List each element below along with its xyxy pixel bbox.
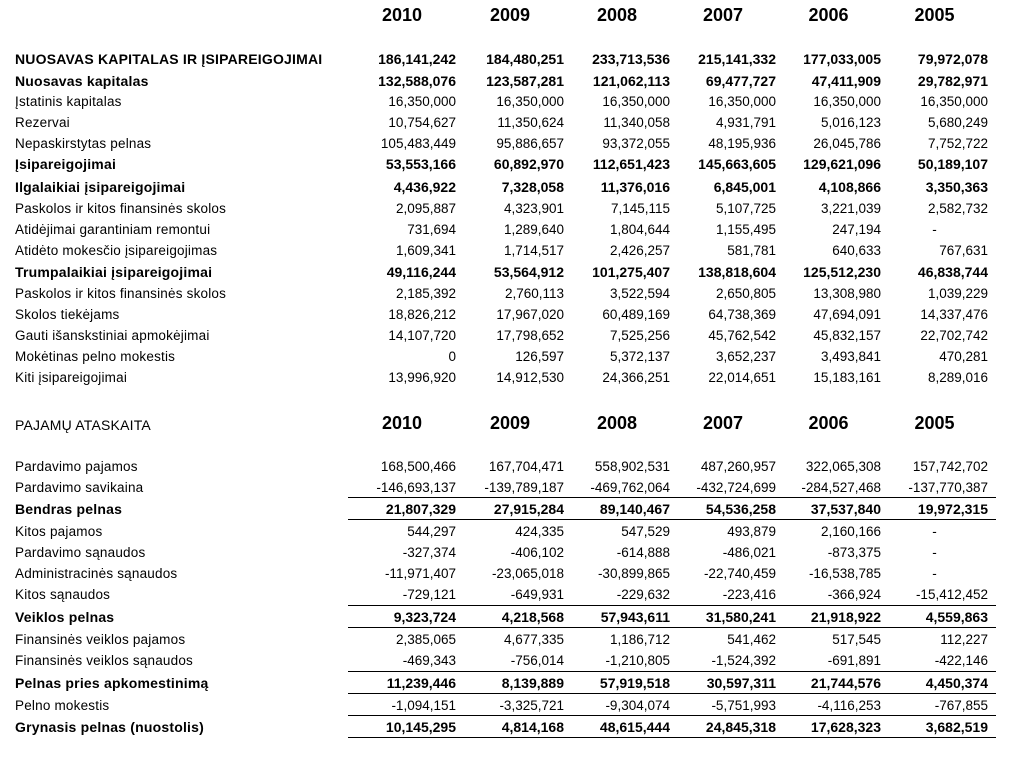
value-cell: 21,744,576 [810,675,881,691]
value-cell: 487,260,957 [700,459,776,474]
value-cell: 16,350,000 [388,94,456,109]
value-cell: 2,095,887 [395,201,456,216]
value-cell: - [932,524,937,539]
value-cell: 64,738,369 [708,307,776,322]
value-cell: 129,621,096 [803,156,881,172]
value-cell: -406,102 [510,545,564,560]
value-cell: 167,704,471 [488,459,564,474]
value-cell: -30,899,865 [597,566,670,581]
value-cell: 27,915,284 [493,501,564,517]
value-cell: -22,740,459 [703,566,776,581]
value-cell: 7,145,115 [610,201,670,216]
row-label: Finansinės veiklos sąnaudos [15,653,193,668]
row-label: Skolos tiekėjams [15,307,120,322]
table-row [0,304,1033,325]
row-label: Kitos sąnaudos [15,587,111,602]
row-label: Finansinės veiklos pajamos [15,632,186,647]
table-row [0,542,1033,563]
table-row [0,283,1033,304]
value-cell: 7,328,058 [501,179,564,195]
row-label: Įstatinis kapitalas [15,94,122,109]
row-label: Gauti išanskstiniai apmokėjimai [15,328,210,343]
value-cell: - [932,545,937,560]
value-cell: 247,194 [832,222,881,237]
value-cell: 21,807,329 [385,501,456,517]
value-cell: 112,227 [940,632,988,647]
subtotal-rule [348,519,996,520]
value-cell: 79,972,078 [917,51,988,67]
value-cell: 517,545 [832,632,881,647]
value-cell: 731,694 [407,222,456,237]
value-cell: 93,372,055 [602,136,670,151]
value-cell: -767,855 [934,698,988,713]
value-cell: 177,033,005 [803,51,881,67]
row-label: Nuosavas kapitalas [15,73,149,89]
value-cell: 17,967,020 [496,307,564,322]
row-label: Kiti įsipareigojimai [15,370,128,385]
value-cell: 186,141,242 [378,51,456,67]
value-cell: 14,337,476 [920,307,988,322]
value-cell: 4,450,374 [925,675,988,691]
row-label: Kitos pajamos [15,524,103,539]
value-cell: 0 [448,349,456,364]
value-cell: 60,892,970 [493,156,564,172]
value-cell: 544,297 [407,524,456,539]
value-cell: - [932,566,937,581]
table-row [0,499,1033,520]
value-cell: 123,587,281 [486,73,564,89]
table-row [0,521,1033,542]
value-cell: 547,529 [621,524,670,539]
value-cell: 105,483,449 [380,136,456,151]
table-row [0,219,1033,240]
value-cell: 215,141,332 [698,51,776,67]
value-cell: -422,146 [934,653,988,668]
value-cell: 17,628,323 [810,719,881,735]
value-cell: 48,615,444 [599,719,670,735]
row-label: Pardavimo pajamos [15,459,138,474]
value-cell: 2,760,113 [504,286,564,301]
table-row [0,584,1033,605]
income-section-title: PAJAMŲ ATASKAITA [15,417,151,433]
value-cell: 14,107,720 [388,328,456,343]
subtotal-rule [348,605,996,606]
value-cell: 18,826,212 [388,307,456,322]
year-header-cell: 2005 [914,5,955,25]
value-cell: 168,500,466 [380,459,456,474]
value-cell: 54,536,258 [705,501,776,517]
value-cell: 19,972,315 [917,501,988,517]
year-header-cell: 2010 [381,413,423,433]
value-cell: -139,789,187 [484,480,564,495]
value-cell: -5,751,993 [711,698,776,713]
value-cell: 26,045,786 [813,136,881,151]
value-cell: 424,335 [515,524,564,539]
value-cell: -11,971,407 [384,566,456,581]
value-cell: 1,289,640 [503,222,564,237]
table-row [0,91,1033,112]
value-cell: -229,632 [616,587,670,602]
value-cell: 53,553,166 [385,156,456,172]
value-cell: 2,426,257 [609,243,670,258]
value-cell: 6,845,001 [713,179,776,195]
value-cell: 16,350,000 [708,94,776,109]
value-cell: -432,724,699 [696,480,776,495]
value-cell: 4,108,866 [818,179,881,195]
row-label: Pelno mokestis [15,698,110,713]
value-cell: 4,814,168 [501,719,564,735]
value-cell: -873,375 [827,545,881,560]
value-cell: 11,350,624 [497,115,564,130]
value-cell: -327,374 [402,545,456,560]
value-cell: 7,752,722 [927,136,988,151]
value-cell: 47,694,091 [813,307,881,322]
year-header-cell: 2008 [596,413,638,433]
year-header-cell: 2007 [702,413,744,433]
table-row [0,112,1033,133]
value-cell: 2,160,166 [820,524,881,539]
value-cell: 22,702,742 [920,328,988,343]
row-label: Paskolos ir kitos finansinės skolos [15,286,227,301]
table-row [0,563,1033,584]
value-cell: -9,304,074 [605,698,670,713]
value-cell: 37,537,840 [810,501,881,517]
value-cell: 126,597 [515,349,564,364]
value-cell: 2,185,392 [395,286,456,301]
row-label: Pardavimo sąnaudos [15,545,146,560]
value-cell: -366,924 [827,587,881,602]
year-header-cell: 2006 [808,5,849,25]
value-cell: 53,564,912 [493,264,564,280]
value-cell: 95,886,657 [496,136,564,151]
value-cell: 493,879 [727,524,776,539]
value-cell: 1,155,495 [715,222,776,237]
balance-year-header [0,2,1033,28]
value-cell: -1,524,392 [711,653,776,668]
value-cell: 1,186,712 [609,632,670,647]
value-cell: 30,597,311 [706,675,776,691]
value-cell: 46,838,744 [917,264,988,280]
table-row [0,177,1033,198]
year-header-cell: 2006 [808,413,849,433]
row-label: Atidėto mokesčio įsipareigojimas [15,243,218,258]
subtotal-rule [348,671,996,672]
row-label: Pardavimo savikaina [15,480,144,495]
value-cell: 4,931,791 [715,115,776,130]
year-header-cell: 2005 [914,413,955,433]
value-cell: -137,770,387 [908,480,988,495]
value-cell: 157,742,702 [912,459,988,474]
value-cell: -756,014 [510,653,564,668]
value-cell: 4,323,901 [503,201,564,216]
subtotal-rule [348,693,996,694]
value-cell: 47,411,909 [811,73,881,89]
table-row [0,49,1033,70]
value-cell: 125,512,230 [803,264,881,280]
value-cell: 3,221,039 [820,201,881,216]
value-cell: 24,366,251 [602,370,670,385]
value-cell: 60,489,169 [602,307,670,322]
value-cell: -223,416 [722,587,776,602]
value-cell: 21,918,922 [810,609,881,625]
value-cell: 112,651,423 [592,156,670,172]
income-year-header [0,410,1033,436]
row-label: NUOSAVAS KAPITALAS IR ĮSIPAREIGOJIMAI [15,51,323,67]
value-cell: 10,145,295 [385,719,456,735]
value-cell: 3,350,363 [925,179,988,195]
value-cell: 640,633 [832,243,881,258]
table-row [0,367,1033,388]
value-cell: 15,183,161 [813,370,881,385]
row-label: Įsipareigojimai [15,156,117,172]
value-cell: 2,385,065 [395,632,456,647]
row-label: Rezervai [15,115,70,130]
row-label: Trumpalaikiai įsipareigojimai [15,264,213,280]
value-cell: 3,522,594 [609,286,670,301]
value-cell: -1,094,151 [391,698,456,713]
value-cell: 4,436,922 [393,179,456,195]
value-cell: 767,631 [939,243,988,258]
table-row [0,325,1033,346]
value-cell: 13,996,920 [388,370,456,385]
subtotal-rule [348,715,996,716]
subtotal-rule [348,497,996,498]
value-cell: 16,350,000 [813,94,881,109]
value-cell: 2,650,805 [715,286,776,301]
value-cell: 24,845,318 [705,719,776,735]
table-row [0,346,1033,367]
value-cell: 11,340,058 [603,115,670,130]
value-cell: 101,275,407 [592,264,670,280]
table-row [0,240,1033,261]
value-cell: 29,782,971 [917,73,988,89]
value-cell: 50,189,107 [917,156,988,172]
value-cell: 13,308,980 [813,286,881,301]
value-cell: 5,016,123 [820,115,881,130]
value-cell: 49,116,244 [386,264,456,280]
row-label: Ilgalaikiai įsipareigojimai [15,179,186,195]
value-cell: 470,281 [939,349,988,364]
value-cell: 45,762,542 [708,328,776,343]
value-cell: - [932,222,937,237]
value-cell: -1,210,805 [605,653,670,668]
value-cell: 48,195,936 [708,136,776,151]
value-cell: 184,480,251 [486,51,564,67]
value-cell: 69,477,727 [705,73,776,89]
table-row [0,673,1033,694]
row-label: Veiklos pelnas [15,609,115,625]
year-header-cell: 2009 [489,413,531,433]
value-cell: 138,818,604 [698,264,776,280]
value-cell: 16,350,000 [920,94,988,109]
value-cell: -469,762,064 [590,480,670,495]
value-cell: 322,065,308 [805,459,881,474]
value-cell: 541,462 [727,632,776,647]
value-cell: 16,350,000 [602,94,670,109]
value-cell: 145,663,605 [698,156,776,172]
value-cell: 2,582,732 [927,201,988,216]
value-cell: 10,754,627 [388,115,456,130]
table-row [0,650,1033,671]
value-cell: -15,412,452 [915,587,988,602]
value-cell: 4,218,568 [501,609,564,625]
value-cell: 57,943,611 [600,609,670,625]
table-row [0,456,1033,477]
value-cell: 3,493,841 [820,349,881,364]
value-cell: 1,714,517 [503,243,564,258]
value-cell: 1,039,229 [927,286,988,301]
row-label: Administracinės sąnaudos [15,566,178,581]
table-row [0,477,1033,498]
value-cell: -284,527,468 [801,480,881,495]
row-label: Grynasis pelnas (nuostolis) [15,719,204,735]
value-cell: 31,580,241 [705,609,776,625]
table-row [0,262,1033,283]
value-cell: 581,781 [727,243,776,258]
total-rule [348,737,996,738]
value-cell: 17,798,652 [496,328,564,343]
value-cell: 3,682,519 [925,719,988,735]
value-cell: -146,693,137 [376,480,456,495]
value-cell: 3,652,237 [715,349,776,364]
row-label: Pelnas pries apkomestinimą [15,675,209,691]
subtotal-rule [348,627,996,628]
value-cell: 4,559,863 [925,609,988,625]
value-cell: 5,107,725 [715,201,776,216]
value-cell: 57,919,518 [599,675,670,691]
value-cell: -486,021 [722,545,776,560]
value-cell: 16,350,000 [496,94,564,109]
table-row [0,695,1033,716]
value-cell: 8,139,889 [501,675,564,691]
value-cell: -614,888 [616,545,670,560]
value-cell: 233,713,536 [592,51,670,67]
row-label: Bendras pelnas [15,501,123,517]
year-header-cell: 2007 [702,5,744,25]
row-label: Paskolos ir kitos finansinės skolos [15,201,227,216]
value-cell: 7,525,256 [609,328,670,343]
value-cell: 89,140,467 [599,501,670,517]
value-cell: 8,289,016 [927,370,988,385]
value-cell: -691,891 [827,653,881,668]
value-cell: 4,677,335 [503,632,564,647]
value-cell: 45,832,157 [813,328,881,343]
value-cell: 558,902,531 [594,459,670,474]
value-cell: -16,538,785 [808,566,881,581]
row-label: Atidėjimai garantiniam remontui [15,222,211,237]
value-cell: 14,912,530 [496,370,564,385]
value-cell: 132,588,076 [378,73,456,89]
value-cell: -649,931 [510,587,564,602]
value-cell: -469,343 [402,653,456,668]
table-row [0,629,1033,650]
value-cell: 5,680,249 [927,115,988,130]
table-row [0,198,1033,219]
value-cell: -4,116,253 [817,698,881,713]
value-cell: 9,323,724 [393,609,456,625]
year-header-cell: 2008 [596,5,638,25]
value-cell: 5,372,137 [609,349,670,364]
value-cell: 11,239,446 [386,675,456,691]
row-label: Mokėtinas pelno mokestis [15,349,176,364]
value-cell: -23,065,018 [491,566,564,581]
table-row [0,133,1033,154]
year-header-cell: 2010 [381,5,423,25]
table-row [0,717,1033,738]
value-cell: 11,376,016 [600,179,670,195]
value-cell: 121,062,113 [592,73,670,89]
value-cell: -729,121 [402,587,456,602]
value-cell: 1,804,644 [609,222,670,237]
table-row [0,71,1033,92]
value-cell: 22,014,651 [708,370,776,385]
year-header-cell: 2009 [489,5,531,25]
value-cell: 1,609,341 [395,243,456,258]
row-label: Nepaskirstytas pelnas [15,136,152,151]
table-row [0,607,1033,628]
value-cell: -3,325,721 [499,698,564,713]
table-row [0,154,1033,175]
